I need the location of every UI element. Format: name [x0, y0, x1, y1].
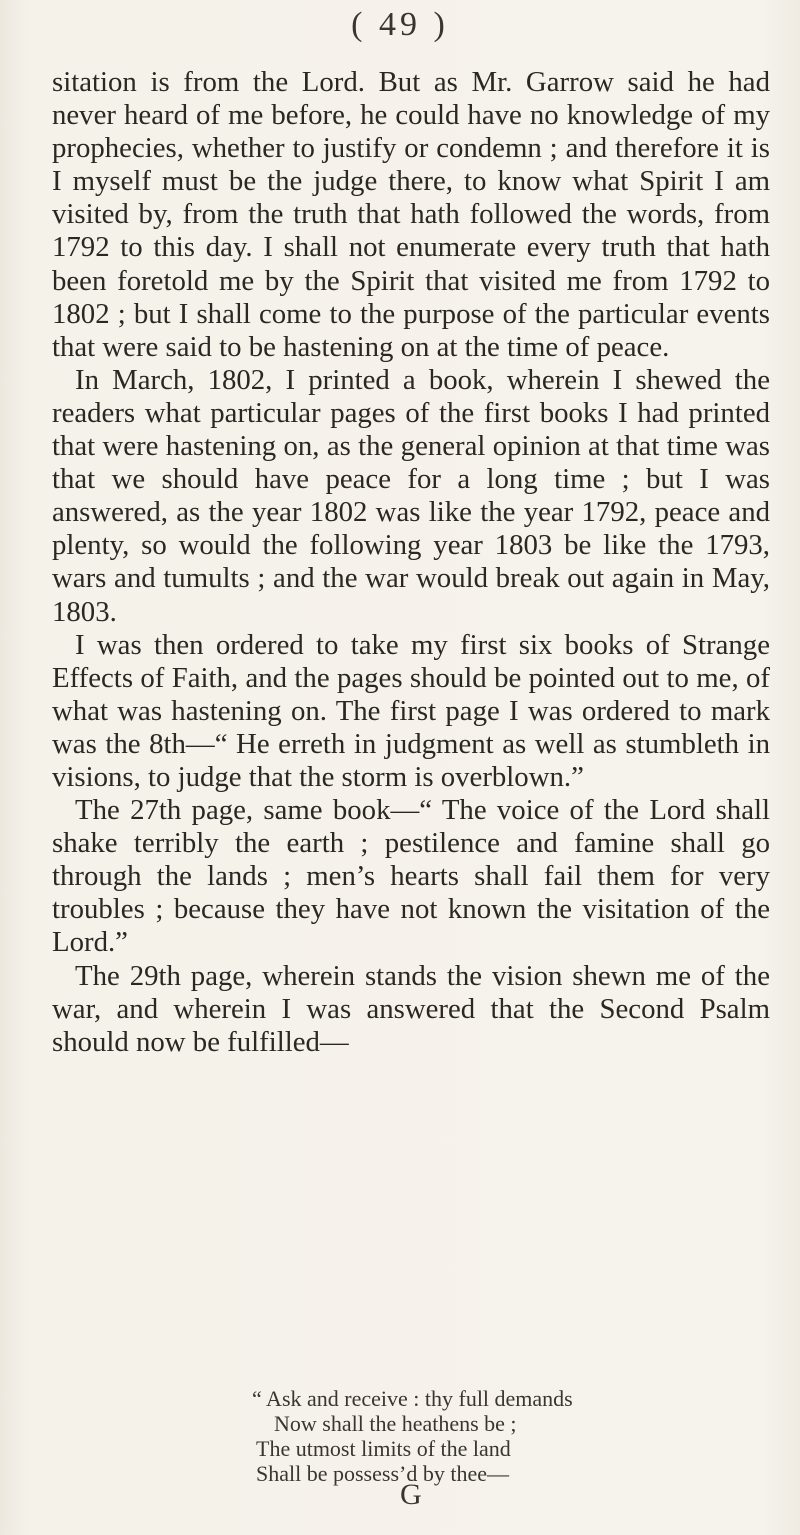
paragraph: sitation is from the Lord. But as Mr. Garrow said he had never heard of me before, he could have no knowledge of my prophecies, whether to justify or condemn ; and therefore it is I myself must be the judge there, to know what Spirit I am visited by, from the truth that hath followed the words, from 1792 to this day. I shall not enumerate every truth that hath been foretold me by the Spirit that visited me from 1792 to 1802 ; but I shall come to the purpose of the particular events that were said to be hastening on at the time of peace.: [52, 66, 770, 363]
verse-line: The utmost limits of the land: [256, 1436, 511, 1461]
paragraph: The 27th page, same book—“ The voice of the Lord shall shake terribly the earth ; pestilence and famine shall go through the lands ; men’s hearts shall fail them for very troubles ; because they have not known the visitation of the Lord.”: [52, 794, 770, 959]
signature-mark: G: [400, 1478, 422, 1511]
psalm-verse: [0, 1386, 800, 1486]
page-number: ( 49 ): [351, 6, 449, 43]
verse-line: “ Ask and receive : thy full demands: [252, 1386, 573, 1411]
verse-line: Now shall the heathens be ;: [274, 1411, 517, 1436]
verse-line: Shall be possess’d by thee—: [256, 1461, 509, 1486]
paragraph: In March, 1802, I printed a book, wherein I shewed the readers what particular pages of the first books I had printed that were hastening on, as the general opinion at that time was that we should have peace for a long time ; but I was answered, as the year 1802 was like the year 1792, peace and plenty, so would the following year 1803 be like the 1793, wars and tumults ; and the war would break out again in May, 1803.: [52, 363, 770, 628]
paragraph: I was then ordered to take my first six books of Strange Effects of Faith, and the pages should be pointed out to me, of what was hastening on. The first page I was ordered to mark was the 8th—“ He erreth in judgment as well as stumbleth in visions, to judge that the storm is overblown.”: [52, 628, 770, 793]
body-text: [52, 66, 770, 1059]
paragraph: The 29th page, wherein stands the vision shewn me of the war, and wherein I was answered that the Second Psalm should now be fulfilled—: [52, 959, 770, 1058]
